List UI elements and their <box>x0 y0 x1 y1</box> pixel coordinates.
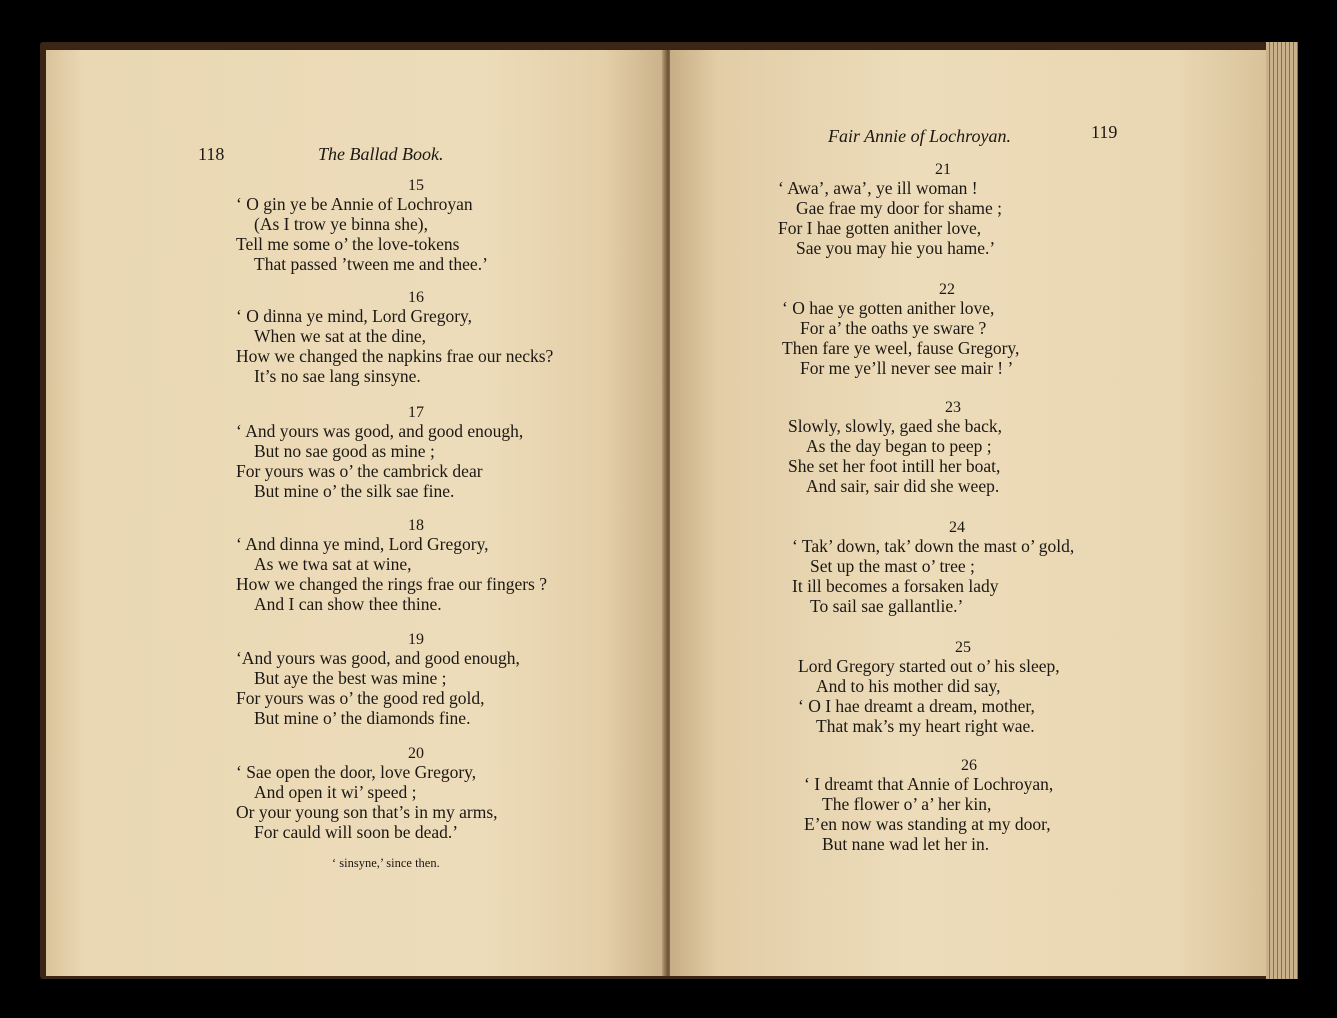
stanza <box>236 746 596 842</box>
stanza <box>778 162 1108 258</box>
verse-line: As the day began to peep ; <box>806 436 992 456</box>
stanza-number: 24 <box>949 519 965 536</box>
stanza-number: 19 <box>408 631 424 648</box>
verse-line: But aye the best was mine ; <box>254 668 447 688</box>
verse-line: When we sat at the dine, <box>254 326 427 346</box>
verse-line: Slowly, slowly, gaed she back, <box>788 416 1003 436</box>
verse-line: ‘ O dinna ye mind, Lord Gregory, <box>236 306 473 326</box>
stanza <box>236 518 596 614</box>
left-running-title: The Ballad Book. <box>318 144 444 164</box>
stanza-number: 18 <box>408 517 424 534</box>
stanza <box>236 290 596 386</box>
verse-line: ‘ Awa’, awa’, ye ill woman ! <box>778 178 978 198</box>
stanza <box>798 640 1128 736</box>
stanza <box>236 405 596 501</box>
verse-line: As we twa sat at wine, <box>254 554 412 574</box>
verse-line: How we changed the rings frae our fingers ? <box>236 574 547 594</box>
verse-line: Lord Gregory started out o’ his sleep, <box>798 656 1060 676</box>
verse-line: ‘ Tak’ down, tak’ down the mast o’ gold, <box>792 536 1075 556</box>
stanza <box>782 282 1112 378</box>
stanza-number: 26 <box>961 757 977 774</box>
right-page-number: 119 <box>1091 122 1118 142</box>
verse-line: She set her foot intill her boat, <box>788 456 1001 476</box>
verse-line: But mine o’ the silk sae fine. <box>254 481 455 501</box>
verse-line: And I can show thee thine. <box>254 594 442 614</box>
verse-line: ‘ And yours was good, and good enough, <box>236 421 524 441</box>
stanza <box>236 178 596 274</box>
open-book <box>40 42 1298 979</box>
stanza-number: 22 <box>939 281 955 298</box>
verse-line: ‘ I dreamt that Annie of Lochroyan, <box>804 774 1054 794</box>
verse-line: Gae frae my door for shame ; <box>796 198 1003 218</box>
verse-line: For a’ the oaths ye sware ? <box>800 318 987 338</box>
verse-line: E’en now was standing at my door, <box>804 814 1051 834</box>
verse-line: Then fare ye weel, fause Gregory, <box>782 338 1020 358</box>
verse-line: It’s no sae lang sinsyne. <box>254 366 421 386</box>
stanza-number: 20 <box>408 745 424 762</box>
verse-line: It ill becomes a forsaken lady <box>792 576 999 596</box>
verse-line: For yours was o’ the good red gold, <box>236 688 485 708</box>
stanza-number: 17 <box>408 404 424 421</box>
verse-line: Or your young son that’s in my arms, <box>236 802 498 822</box>
stanza-number: 23 <box>945 399 961 416</box>
verse-line: But mine o’ the diamonds fine. <box>254 708 471 728</box>
stanza-number: 16 <box>408 289 424 306</box>
verse-line: For me ye’ll never see mair ! ’ <box>800 358 1014 378</box>
verse-line: That passed ’tween me and thee.’ <box>254 254 488 274</box>
right-running-title: Fair Annie of Lochroyan. <box>828 126 1011 146</box>
verse-line: But nane wad let her in. <box>822 834 990 854</box>
verse-line: But no sae good as mine ; <box>254 441 435 461</box>
footnote: ‘ sinsyne,’ since then. <box>332 856 440 870</box>
verse-line: Set up the mast o’ tree ; <box>810 556 975 576</box>
verse-line: And sair, sair did she weep. <box>806 476 1000 496</box>
verse-line: Tell me some o’ the love-tokens <box>236 234 460 254</box>
stanza-number: 25 <box>955 639 971 656</box>
verse-line: ‘ O I hae dreamt a dream, mother, <box>798 696 1035 716</box>
verse-line: For I hae gotten anither love, <box>778 218 982 238</box>
page-edges <box>1266 42 1298 979</box>
verse-line: ‘And yours was good, and good enough, <box>236 648 520 668</box>
verse-line: ‘ O hae ye gotten anither love, <box>782 298 995 318</box>
stanza <box>788 400 1118 496</box>
verse-line: ‘ Sae open the door, love Gregory, <box>236 762 477 782</box>
verse-line: ‘ O gin ye be Annie of Lochroyan <box>236 194 473 214</box>
verse-line: And open it wi’ speed ; <box>254 782 417 802</box>
verse-line: For cauld will soon be dead.’ <box>254 822 459 842</box>
right-page <box>670 50 1266 976</box>
verse-line: (As I trow ye binna she), <box>254 214 428 234</box>
verse-line: To sail sae gallantlie.’ <box>810 596 964 616</box>
verse-line: For yours was o’ the cambrick dear <box>236 461 483 481</box>
verse-line: That mak’s my heart right wae. <box>816 716 1035 736</box>
left-page-number: 118 <box>198 144 225 164</box>
verse-line: And to his mother did say, <box>816 676 1001 696</box>
left-page <box>46 50 666 976</box>
stanza-number: 21 <box>935 161 951 178</box>
stanza <box>804 758 1134 854</box>
verse-line: How we changed the napkins frae our necks? <box>236 346 554 366</box>
verse-line: ‘ And dinna ye mind, Lord Gregory, <box>236 534 489 554</box>
stanza <box>792 520 1122 616</box>
stanza-number: 15 <box>408 177 424 194</box>
verse-line: The flower o’ a’ her kin, <box>822 794 992 814</box>
stanza <box>236 632 596 728</box>
verse-line: Sae you may hie you hame.’ <box>796 238 996 258</box>
